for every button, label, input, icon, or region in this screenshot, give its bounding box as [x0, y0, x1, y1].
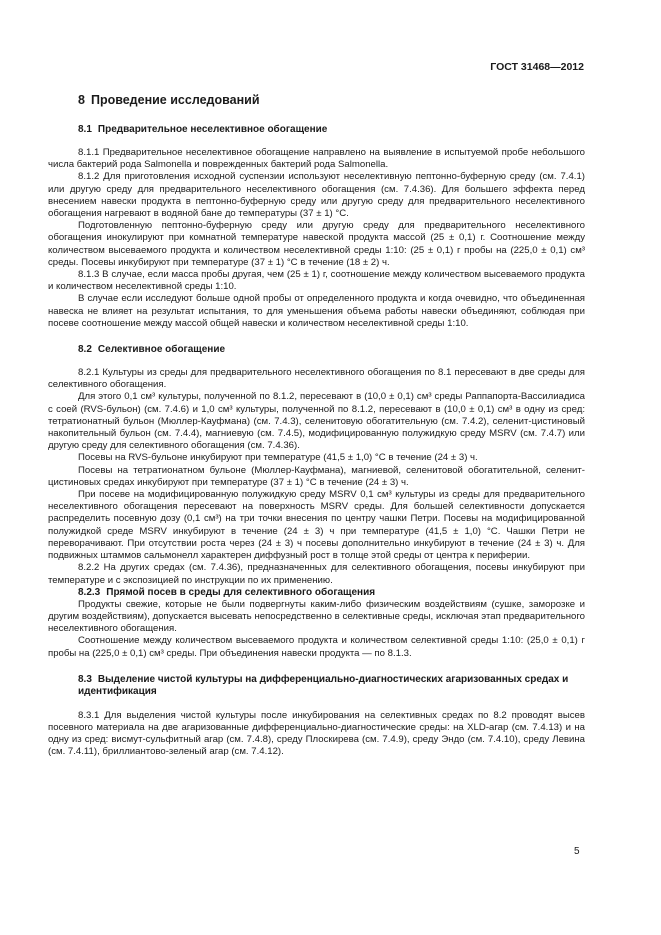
subsection-heading-8-3: [48, 674, 585, 698]
subsection-heading-8-2: [48, 344, 585, 356]
section-heading: [78, 92, 585, 108]
subsection-number: 8.3: [78, 673, 92, 685]
paragraph: В случае если исследуют больше одной пробы от определенного продукта и когда очевидно, что объединенная навеска не влияет на результат испытания, то для уменьшения объема работы навески объединяют, соблюдая при посеве соотношение между массой общей навески и количеством неселективной среды 1:10.: [48, 293, 585, 329]
subsection-title: Прямой посев в среды для селективного обогащения: [106, 586, 376, 598]
paragraph: При посеве на модифицированную полужидкую среду MSRV 0,1 см³ культуры из среды для предварительного неселективного обогащения пересевают на поверхность MSRV среды. Для большей селективности допускается распределить посевную дозу (0,1 см³) на три точки внесения по центру чашки Петри. Посевы на модифицированной полужидкой среде MSRV инкубируют в течение (24 ± 3) ч при температуре (41,5 ± 1,0) °С. Чашки Петри не переворачивают. При отсутствии роста через (24 ± 3) ч посевы дополнительно инкубируют в течение (24 ± 3) ч. Для подвижных штаммов сальмонелл характерен диффузный рост в толще этой среды от центра к периферии.: [48, 489, 585, 562]
section-title: Проведение исследований: [90, 93, 260, 107]
subsection-title: Предварительное неселективное обогащение: [97, 124, 328, 135]
paragraph-8-3-1: 8.3.1 Для выделения чистой культуры после инкубирования на селективных средах по 8.2 проводят высев посевного материала на две агаризованные дифференциально-диагностические среды: на XLD-агар (см. 7.4.13) и на одну из сред: висмут-сульфитный агар (см. 7.4.8), среду Плоскирева (см. 7.4.9), среду Эндо (см. 7.4.10), среду Левина (см. 7.4.11), бриллиантово-зеленый агар (см. 7.4.12).: [48, 709, 585, 758]
paragraph: Соотношение между количеством высеваемого продукта и количеством селективной среды 1:10: (25,0 ± 0,1) г пробы на (225,0 ± 0,1) см³ среды. При объединения навески продукта — по 8.1.3.: [48, 635, 585, 659]
subsection-number: 8.1: [78, 124, 92, 135]
subsection-heading-8-2-3: [48, 587, 585, 599]
page-number: 5: [574, 846, 580, 857]
paragraph: Продукты свежие, которые не были подвергнуты каким-либо физическим воздействиям (сушке, заморозке и другим воздействиям), допускается высевать непосредственно в селективные среды, исключая этап предварительного неселективного обогащения.: [48, 598, 585, 635]
paragraph-8-1-1: 8.1.1 Предварительное неселективное обогащение направлено на выявление в испытуемой пробе небольшого числа бактерий рода Salmonella и поврежденных бактерий рода Salmonella.: [48, 147, 585, 171]
paragraph-8-2-2: 8.2.2 На других средах (см. 7.4.36), предназначенных для селективного обогащения, посевы инкубируют при температуре и с экспозицией по инструкции по их применению.: [48, 562, 585, 586]
document-body: [48, 92, 585, 759]
subsection-number: 8.2.3: [78, 586, 101, 598]
paragraph: Для этого 0,1 см³ культуры, полученной по 8.1.2, пересевают в (10,0 ± 0,1) см³ среды Раппапорта-Вассилиадиса с соей (RVS-бульон) (см. 7.4.6) и 1,0 см³ культуры, полученной по 8.1.2, пересевают в (10,0 ± 0,1) см³ в одну из сред: тетратионатный бульон (Мюллер-Кауфмана) (см. 7.4.3), селенитовую обогатительную (см. 7.4.2), селенит-цистиновый накопительный бульон (см. 7.4.4), магниевую (см. 7.4.5), модифицированную полужидкую среду MSRV (см. 7.4.7) или другую среду для селективного обогащения (см. 7.4.36).: [48, 391, 585, 452]
subsection-number: 8.2: [78, 344, 92, 356]
paragraph-8-1-2: 8.1.2 Для приготовления исходной суспензии используют неселективную пептонно-буферную среду (см. 7.4.1) или другую среду для предварительного неселективного обогащения (см. 7.4.36). Для большего эффекта перед внесением навески продукта в пептонно-буферную среду или другую среду для предварительного неселективного обогащения нагревают в водяной бане до температуры (37 ± 1) °С.: [48, 171, 585, 220]
subsection-heading-8-1: [48, 124, 585, 136]
subsection-title: Выделение чистой культуры на дифференциально-диагностических агаризованных средах и идентификация: [78, 673, 569, 697]
section-number: 8: [78, 93, 85, 107]
paragraph: Подготовленную пептонно-буферную среду или другую среду для предварительного неселективного обогащения инокулируют при комнатной температуре навеской продукта массой (25 ± 0,1) г. Соотношение между количеством высеваемого продукта и количеством неселективной среды 1:10: (25 ± 0,1) г пробы на (225,0 ± 0,1) см³ среды. Посевы инкубируют при температуре (37 ± 1) °С в течение (18 ± 2) ч.: [48, 220, 585, 268]
paragraph: Посевы на тетратионатном бульоне (Мюллер-Кауфмана), магниевой, селенитовой обогатительной, селенит-цистиновых средах инкубируют при температуре (37 ± 1) °С в течение (24 ± 3) ч.: [48, 464, 585, 488]
paragraph-8-1-3: 8.1.3 В случае, если масса пробы другая, чем (25 ± 1) г, соотношение между количеством высеваемого продукта и количеством неселективной среды 1:10.: [48, 269, 585, 293]
document-code: ГОСТ 31468—2012: [490, 61, 584, 73]
paragraph-8-2-1: 8.2.1 Культуры из среды для предварительного неселективного обогащения по 8.1 пересевают в две среды для селективного обогащения.: [48, 367, 585, 391]
paragraph: Посевы на RVS-бульоне инкубируют при температуре (41,5 ± 1,0) °С в течение (24 ± 3) ч.: [78, 452, 478, 464]
subsection-title: Селективное обогащение: [97, 344, 226, 356]
